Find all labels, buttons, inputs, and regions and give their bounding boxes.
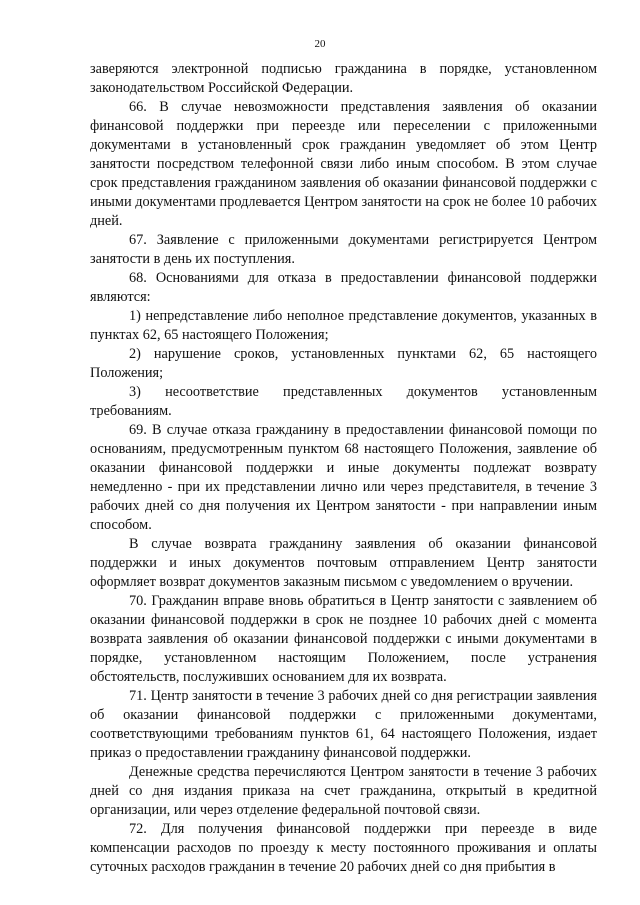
paragraph-71-funds-transfer: Денежные средства перечисляются Центром занятости в течение 3 рабочих дней со дня издания приказа на счет гражданина, открытый в кредитной организации, или через отделение федеральной почтовой связи. xyxy=(90,764,597,818)
paragraph-70: 70. Гражданин вправе вновь обратиться в Центр занятости с заявлением об оказании финансовой поддержки в срок не позднее 10 рабочих дней с момента возврата заявления об оказании финансовой поддержки с иными документами в порядке, установленном настоящим Положением, после устранения обстоятельств, послуживших основанием для их возврата. xyxy=(90,593,597,685)
page-number: 20 xyxy=(314,38,326,50)
paragraph-72: 72. Для получения финансовой поддержки при переезде в виде компенсации расходов по проезду к месту постоянного проживания и оплаты суточных расходов гражданин в течение 20 рабочих дней со дня прибытия в xyxy=(90,821,597,875)
paragraph-68-item-1: 1) непредставление либо неполное представление документов, указанных в пунктах 62, 65 настоящего Положения; xyxy=(90,308,597,343)
paragraph-continuation: заверяются электронной подписью гражданина в порядке, установленном законодательством Российской Федерации. xyxy=(90,61,597,96)
document-body xyxy=(90,60,597,877)
paragraph-68: 68. Основаниями для отказа в предоставлении финансовой поддержки являются: xyxy=(90,270,597,305)
paragraph-68-item-3: 3) несоответствие представленных документов установленным требованиям. xyxy=(90,384,597,419)
paragraph-69-return-by-mail: В случае возврата гражданину заявления об оказании финансовой поддержки и иных документов почтовым отправлением Центр занятости оформляет возврат документов заказным письмом с уведомлением о вручении. xyxy=(90,536,597,590)
paragraph-67: 67. Заявление с приложенными документами регистрируется Центром занятости в день их поступления. xyxy=(90,232,597,267)
paragraph-66: 66. В случае невозможности представления заявления об оказании финансовой поддержки при переезде или переселении с приложенными документами в установленный срок гражданин уведомляет об этом Центр занятости посредством телефонной связи либо иным способом. В этом случае срок представления гражданином заявления об оказании финансовой поддержки с иными документами продлевается Центром занятости на срок не более 10 рабочих дней. xyxy=(90,99,597,229)
paragraph-69: 69. В случае отказа гражданину в предоставлении финансовой помощи по основаниям, предусмотренным пунктом 68 настоящего Положения, заявление об оказании финансовой поддержки и иные документы подлежат возврату немедленно - при их представлении лично или через представителя, в течение 3 рабочих дней со дня получения их Центром занятости - при направлении иным способом. xyxy=(90,422,597,533)
paragraph-71: 71. Центр занятости в течение 3 рабочих дней со дня регистрации заявления об оказании финансовой поддержки с приложенными документами, соответствующими требованиям пунктов 61, 64 настоящего Положения, издает приказ о предоставлении гражданину финансовой поддержки. xyxy=(90,688,597,761)
paragraph-68-item-2: 2) нарушение сроков, установленных пунктами 62, 65 настоящего Положения; xyxy=(90,346,597,381)
